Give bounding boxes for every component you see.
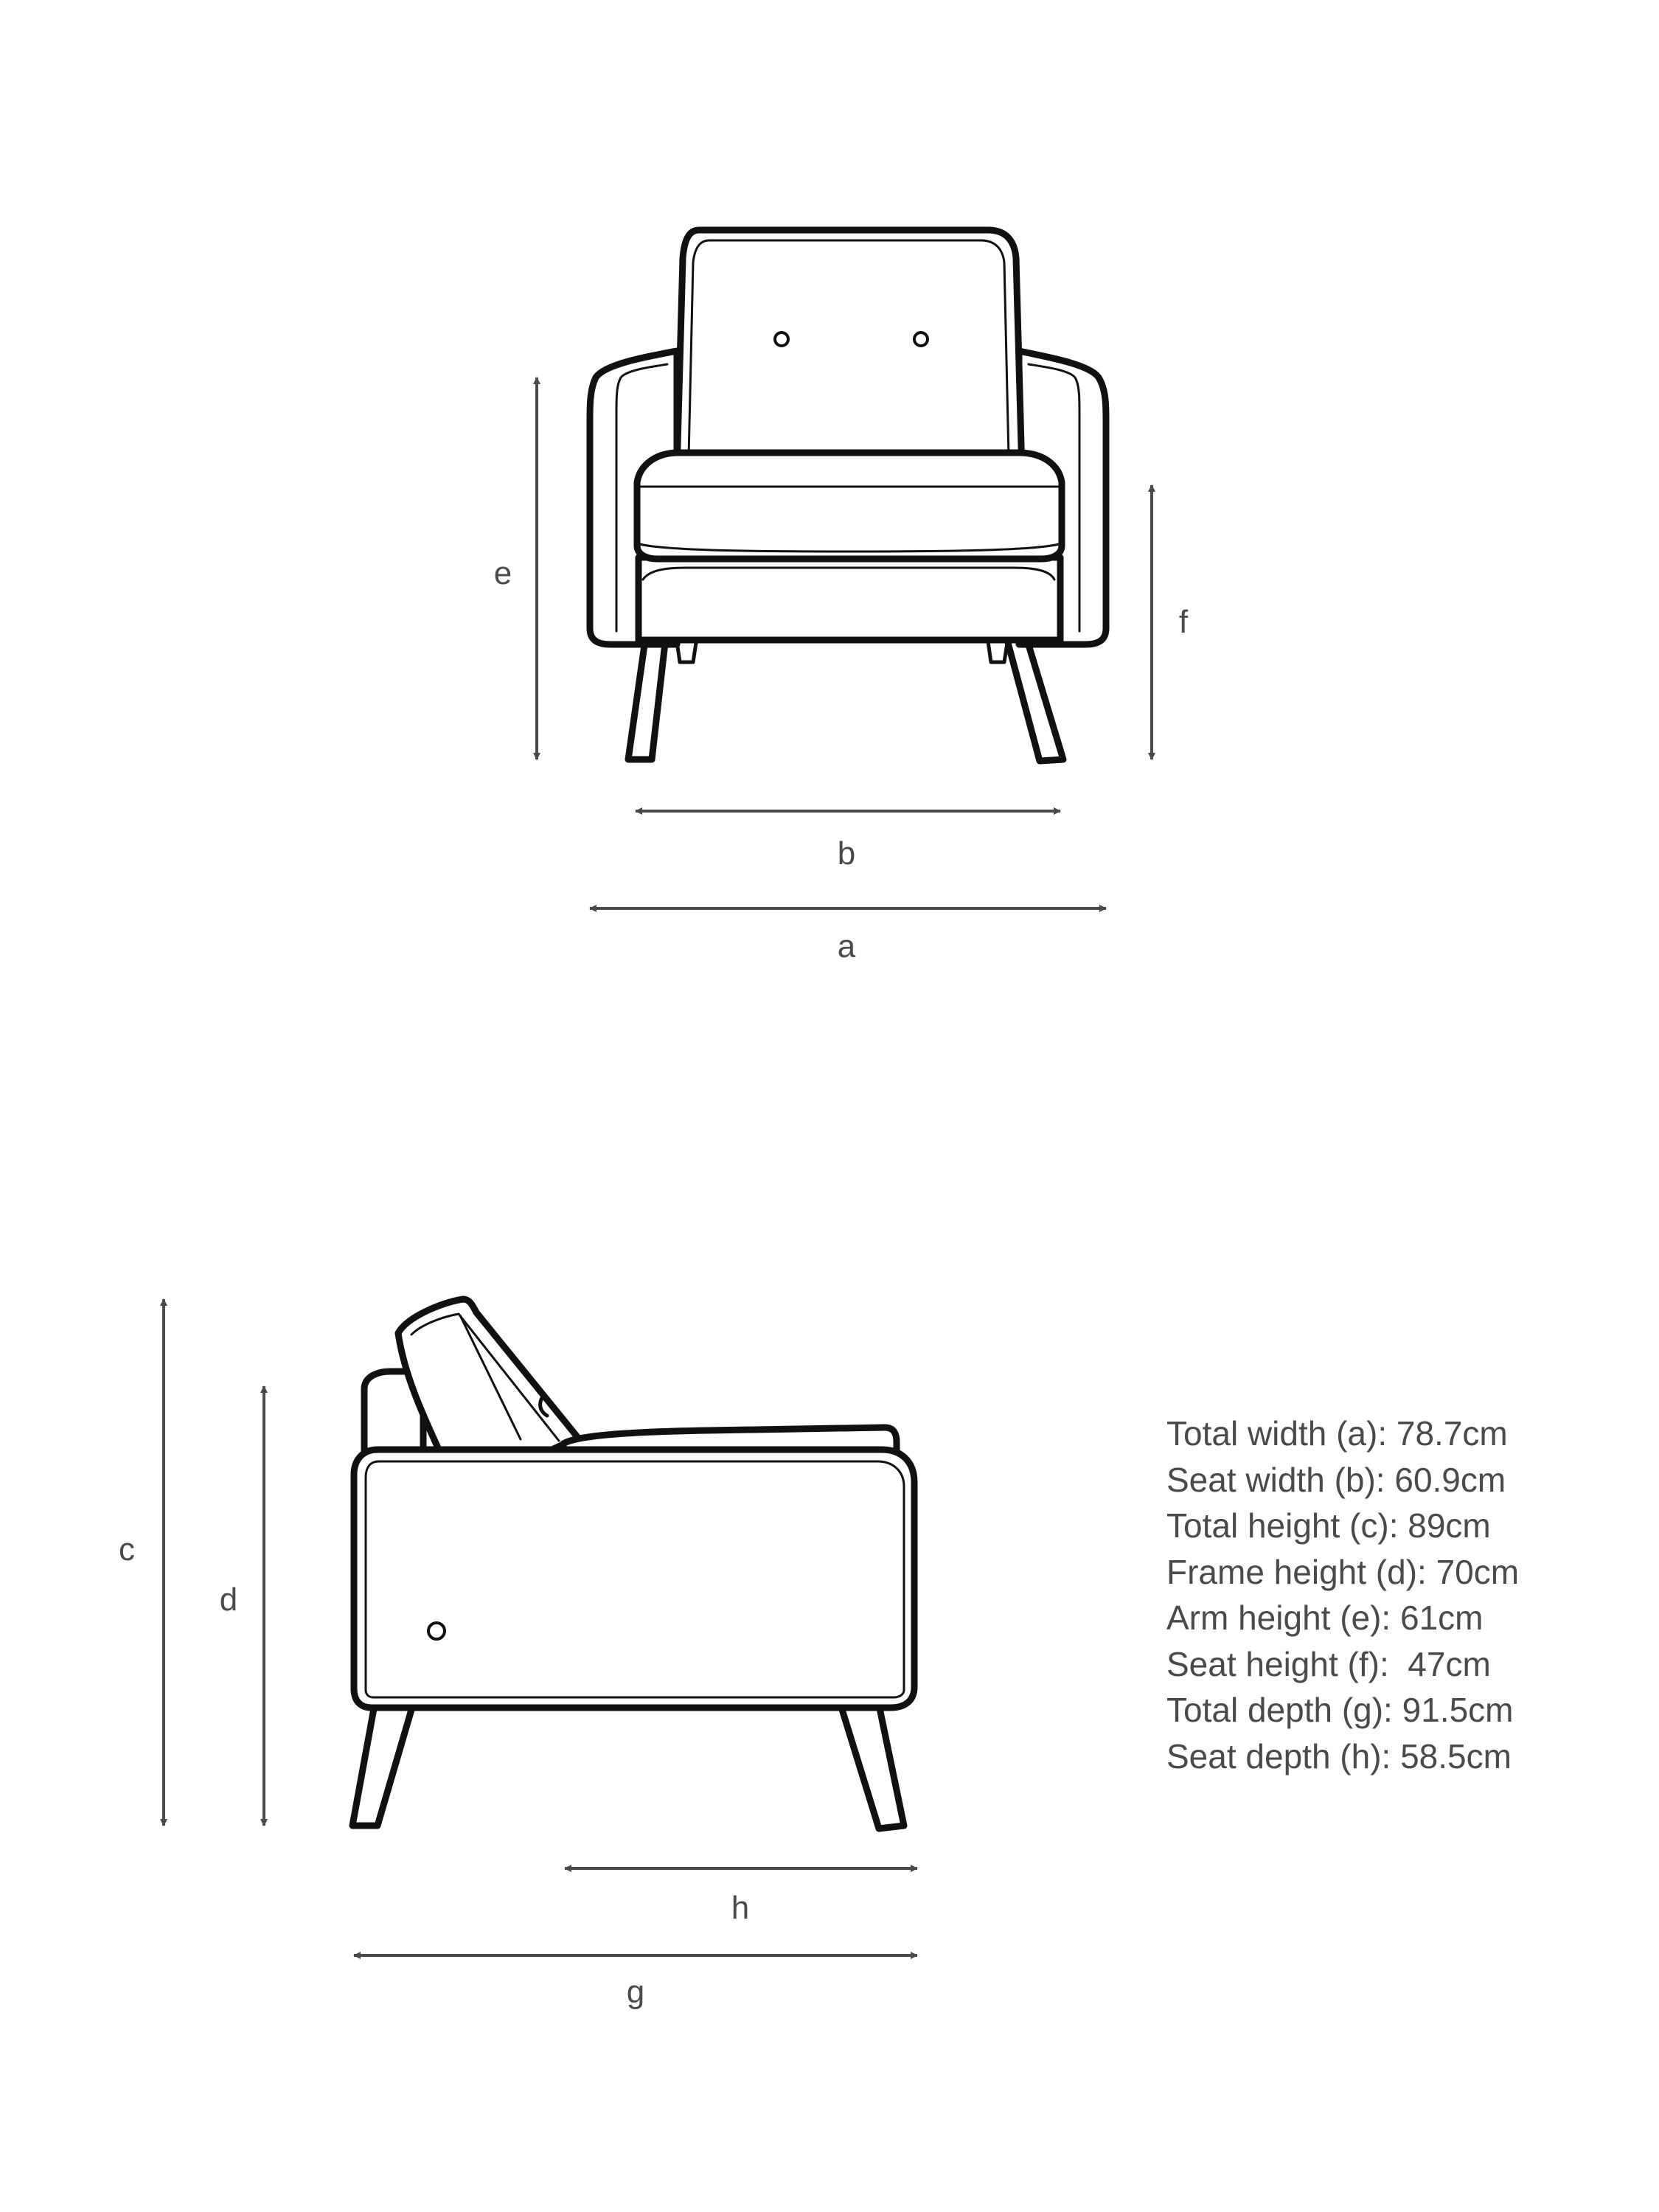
spec-seat-depth: Seat depth (h): 58.5cm [1166, 1737, 1512, 1775]
spec-seat-height: Seat height (f): 47cm [1166, 1645, 1491, 1683]
side-front-leg [352, 1705, 413, 1826]
front-seat-cushion [637, 453, 1062, 559]
spec-frame-height: Frame height (d): 70cm [1166, 1553, 1520, 1591]
side-button [428, 1623, 445, 1639]
spec-total-width: Total width (a): 78.7cm [1166, 1414, 1508, 1453]
label-d: d [219, 1582, 238, 1618]
spec-seat-width: Seat width (b): 60.9cm [1166, 1461, 1506, 1499]
spec-list [1166, 1414, 1519, 1775]
label-a: a [837, 928, 856, 964]
front-button-left [775, 333, 788, 346]
side-body [354, 1450, 914, 1708]
front-view-armchair [590, 230, 1106, 761]
label-h: h [731, 1890, 750, 1926]
front-base [639, 557, 1060, 640]
side-back-leg [841, 1705, 904, 1829]
spec-total-depth: Total depth (g): 91.5cm [1166, 1691, 1514, 1729]
label-g: g [626, 1974, 645, 2010]
front-back-leg-right [988, 641, 1007, 662]
spec-arm-height: Arm height (e): 61cm [1166, 1599, 1484, 1637]
side-view-armchair [352, 1299, 914, 1829]
label-b: b [837, 835, 856, 872]
spec-total-height: Total height (c): 89cm [1166, 1506, 1491, 1545]
label-c: c [119, 1531, 135, 1568]
front-right-leg [1007, 640, 1063, 761]
label-e: e [493, 555, 512, 591]
front-button-right [914, 333, 928, 346]
front-backrest [677, 230, 1022, 472]
front-left-leg [628, 640, 665, 759]
label-f: f [1178, 604, 1189, 640]
